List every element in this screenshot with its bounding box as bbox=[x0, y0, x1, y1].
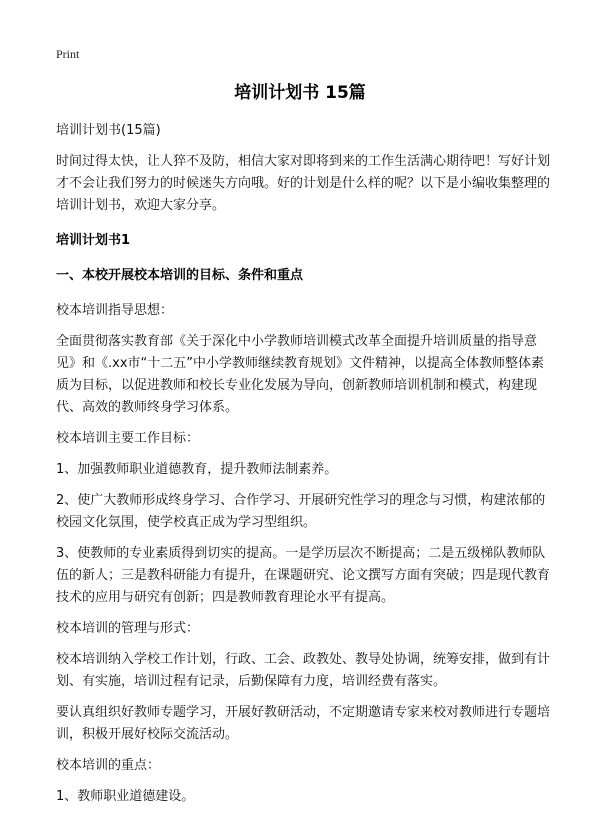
focus-item-1: 1、教师职业道德建设。 bbox=[56, 789, 195, 804]
label-guiding-thought: 校本培训指导思想： bbox=[56, 303, 174, 318]
goal-item-3: 3、使教师的专业素质得到切实的提高。一是学历层次不断提高；二是五级梯队教师队伍的新人；三是教科研能力有提升，在课题研究、论文撰写方面有突破；四是现代教育技术的应用与研究有创新；四是教师教育理论水平有提高。 bbox=[56, 546, 551, 605]
paragraph-management-1: 校本培训纳入学校工作计划，行政、工会、政教处、教导处协调，统筹安排，做到有计划、有实施，培训过程有记录，后勤保障有力度，培训经费有落实。 bbox=[56, 652, 551, 689]
document-body bbox=[56, 120, 551, 817]
goal-item-1: 1、加强教师职业道德教育，提升教师法制素养。 bbox=[56, 462, 338, 477]
label-management: 校本培训的管理与形式： bbox=[56, 621, 200, 636]
section-title: 培训计划书1 bbox=[56, 233, 131, 248]
print-link[interactable]: Print bbox=[56, 47, 80, 61]
label-work-goals: 校本培训主要工作目标： bbox=[56, 431, 200, 446]
label-focus: 校本培训的重点： bbox=[56, 758, 161, 773]
paragraph-management-2: 要认真组织好教师专题学习，开展好教研活动，不定期邀请专家来校对教师进行专题培训，积极开展好校际交流活动。 bbox=[56, 705, 551, 742]
heading-goals-conditions: 一、本校开展校本培训的目标、条件和重点 bbox=[56, 268, 304, 283]
document-subtitle: 培训计划书(15篇) bbox=[56, 123, 161, 138]
paragraph-guiding-thought: 全面贯彻落实教育部《关于深化中小学教师培训模式改革全面提升培训质量的指导意见》和《.xx市“十二五”中小学教师继续教育规划》文件精神，以提高全体教师整体素质为目标，以促进教师和校长专业化发展为导向，创新教师培训机制和模式，构建现代、高效的教师终身学习体系。 bbox=[56, 334, 544, 415]
goal-item-2: 2、使广大教师形成终身学习、合作学习、开展研究性学习的理念与习惯，构建浓郁的校园文化氛围，使学校真正成为学习型组织。 bbox=[56, 493, 546, 530]
document-title: 培训计划书 15篇 bbox=[234, 83, 366, 103]
intro-paragraph: 时间过得太快，让人猝不及防，相信大家对即将到来的工作生活满心期待吧！写好计划才不会让我们努力的时候迷失方向哦。好的计划是什么样的呢？以下是小编收集整理的培训计划书，欢迎大家分享。 bbox=[56, 154, 551, 213]
